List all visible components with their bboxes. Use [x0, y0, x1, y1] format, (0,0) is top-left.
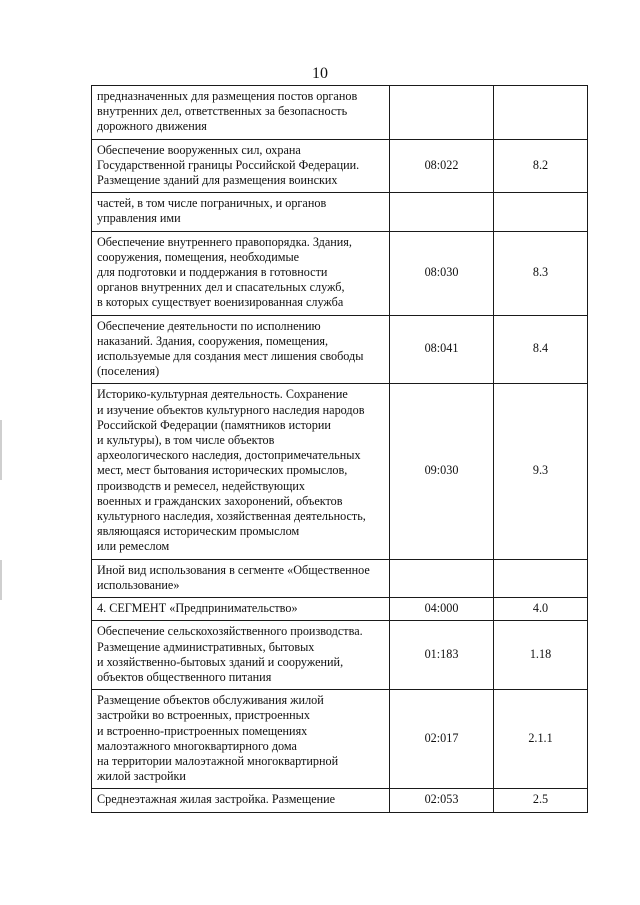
description-line: Обеспечение деятельности по исполнению — [97, 318, 321, 333]
land-use-table — [91, 85, 588, 813]
cell-description — [92, 139, 390, 193]
cell-number: 9.3 — [494, 384, 588, 559]
description-line: или ремеслом — [97, 539, 170, 554]
description-line: Иной вид использования в сегменте «Общественное — [97, 562, 370, 577]
cell-code — [390, 193, 494, 231]
table-body — [92, 86, 588, 813]
description-line: и культуры), в том числе объектов — [97, 433, 275, 448]
cell-description — [92, 559, 390, 597]
cell-code: 08:030 — [390, 231, 494, 315]
cell-number: 2.1.1 — [494, 690, 588, 789]
table-row — [92, 86, 588, 140]
description-line: Размещение зданий для размещения воинских — [97, 173, 338, 188]
description-line: жилой застройки — [97, 769, 186, 784]
cell-number: 8.3 — [494, 231, 588, 315]
description-line: Обеспечение внутреннего правопорядка. Здания, — [97, 234, 352, 249]
cell-code: 04:000 — [390, 598, 494, 621]
cell-description — [92, 384, 390, 559]
cell-description — [92, 789, 390, 812]
cell-number: 4.0 — [494, 598, 588, 621]
table-row — [92, 315, 588, 384]
description-line: (поселения) — [97, 364, 160, 379]
description-line: археологического наследия, достопримечательных — [97, 448, 361, 463]
cell-number — [494, 559, 588, 597]
page-number: 10 — [312, 65, 328, 82]
cell-description — [92, 690, 390, 789]
cell-code: 02:053 — [390, 789, 494, 812]
description-line: Размещение объектов обслуживания жилой — [97, 693, 324, 708]
description-line: Историко-культурная деятельность. Сохранение — [97, 387, 348, 402]
description-line: на территории малоэтажной многоквартирной — [97, 753, 339, 768]
description-line: Государственной границы Российской Федерации. — [97, 157, 360, 172]
description-line: внутренних дел, ответственных за безопасность — [97, 104, 348, 119]
cell-number: 8.4 — [494, 315, 588, 384]
description-line: и изучение объектов культурного наследия народов — [97, 402, 365, 417]
description-line: малоэтажного многоквартирного дома — [97, 738, 297, 753]
description-line: органов внутренних дел и спасательных служб, — [97, 280, 345, 295]
description-line: культурного наследия, хозяйственная деятельность, — [97, 509, 366, 524]
description-line: Обеспечение сельскохозяйственного производства. — [97, 624, 363, 639]
cell-number — [494, 86, 588, 140]
cell-code: 08:041 — [390, 315, 494, 384]
description-line: объектов общественного питания — [97, 669, 272, 684]
description-line: военных и гражданских захоронений, объектов — [97, 493, 343, 508]
description-line: Размещение административных, бытовых — [97, 639, 315, 654]
margin-scan-mark — [0, 420, 2, 480]
description-line: Обеспечение вооруженных сил, охрана — [97, 142, 301, 157]
cell-description — [92, 315, 390, 384]
table-row — [92, 690, 588, 789]
table-row — [92, 789, 588, 812]
table-row — [92, 559, 588, 597]
description-line: являющаяся историческим промыслом — [97, 524, 300, 539]
table-row — [92, 139, 588, 193]
cell-code: 08:022 — [390, 139, 494, 193]
description-line: производств и ремесел, недействующих — [97, 478, 306, 493]
cell-description — [92, 231, 390, 315]
description-line: используемые для создания мест лишения свободы — [97, 349, 364, 364]
margin-scan-mark — [0, 560, 2, 600]
description-line: мест, мест бытования исторических промыслов, — [97, 463, 348, 478]
description-line: Российской Федерации (памятников истории — [97, 417, 331, 432]
cell-description — [92, 193, 390, 231]
description-line: управления ими — [97, 211, 181, 226]
description-line: наказаний. Здания, сооружения, помещения, — [97, 333, 328, 348]
cell-number: 1.18 — [494, 621, 588, 690]
description-line: дорожного движения — [97, 119, 207, 134]
description-line: частей, в том числе пограничных, и органов — [97, 196, 327, 211]
table-row — [92, 231, 588, 315]
description-line: предназначенных для размещения постов органов — [97, 89, 358, 103]
cell-description — [92, 598, 390, 621]
cell-description — [92, 621, 390, 690]
table-row — [92, 384, 588, 559]
cell-code: 02:017 — [390, 690, 494, 789]
cell-number: 2.5 — [494, 789, 588, 812]
description-line: использование» — [97, 577, 180, 592]
description-line: в которых существует военизированная служба — [97, 295, 344, 310]
table-row — [92, 598, 588, 621]
description-line: для подготовки и поддержания в готовности — [97, 265, 328, 280]
cell-code: 01:183 — [390, 621, 494, 690]
description-line: и хозяйственно-бытовых зданий и сооружений, — [97, 654, 344, 669]
table-row — [92, 621, 588, 690]
table-row — [92, 193, 588, 231]
description-line: Среднеэтажная жилая застройка. Размещение — [97, 792, 336, 807]
cell-number — [494, 193, 588, 231]
description-line: 4. СЕГМЕНТ «Предпринимательство» — [97, 601, 298, 616]
cell-number: 8.2 — [494, 139, 588, 193]
description-line: застройки во встроенных, пристроенных — [97, 708, 310, 723]
cell-code — [390, 559, 494, 597]
cell-code — [390, 86, 494, 140]
cell-code: 09:030 — [390, 384, 494, 559]
description-line: сооружения, помещения, необходимые — [97, 249, 300, 264]
cell-description — [92, 86, 390, 140]
description-line: и встроенно-пристроенных помещениях — [97, 723, 308, 738]
